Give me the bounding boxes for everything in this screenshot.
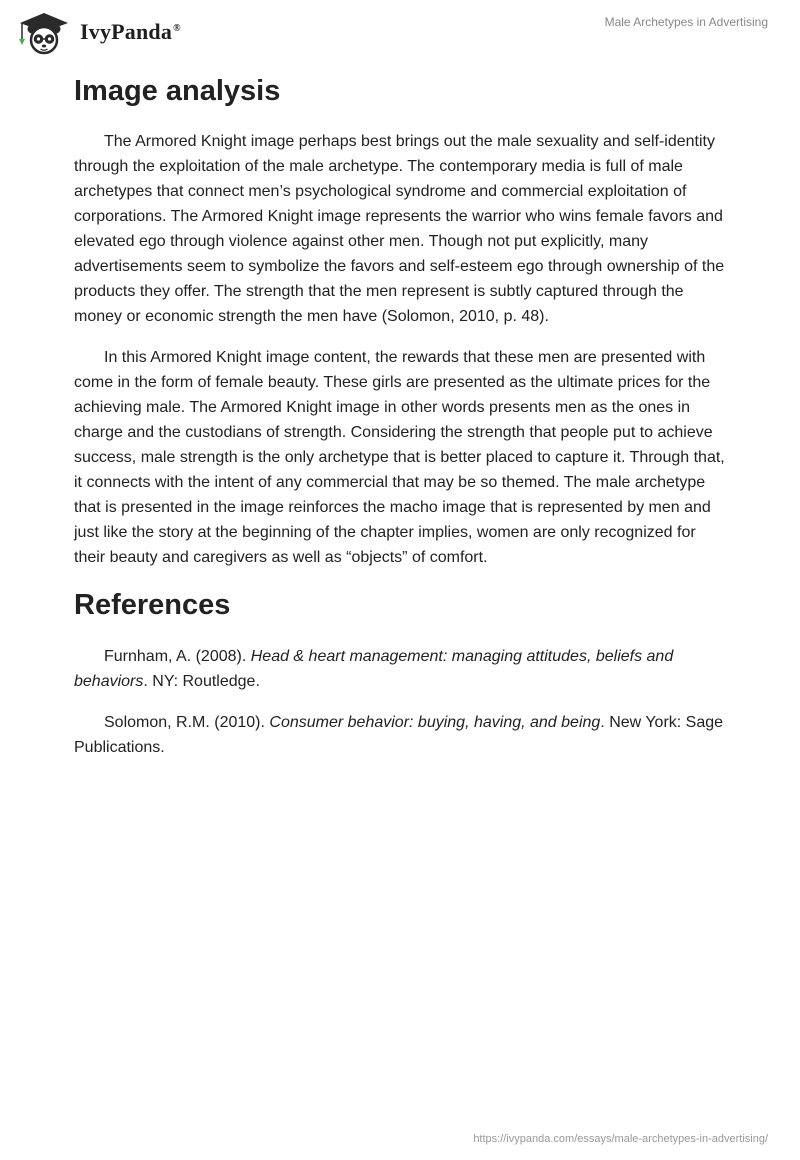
reference-title: Head & heart management: managing attitudes, beliefs and behaviors: [74, 648, 674, 690]
brand-text: IvyPanda: [80, 19, 173, 44]
source-url[interactable]: https://ivypanda.com/essays/male-archetypes-in-advertising/: [473, 1133, 768, 1145]
registered-mark: ®: [173, 22, 181, 34]
reference-author: Furnham, A. (2008).: [104, 648, 251, 665]
reference-item: [74, 710, 726, 760]
reference-title: Consumer behavior: buying, having, and being: [269, 714, 601, 731]
brand-name: [80, 19, 181, 45]
analysis-paragraph-2: In this Armored Knight image content, the rewards that these men are presented with come in the form of female beauty. These girls are presented as the ultimate prices for the achieving male. The Armored Knight image in other words presents men as the ones in charge and the custodians of strength. Considering the strength that people put to achieve success, male strength is the only archetype that is better placed to capture it. Through that, it connects with the intent of any commercial that may be so themed. The male archetype that is presented in the image reinforces the macho image that is represented by men and just like the story at the beginning of the chapter implies, women are only recognized for their beauty and caregivers as well as “objects” of comfort.: [74, 349, 725, 566]
reference-publisher: . New York: Sage Publications.: [74, 714, 724, 756]
page-header: [0, 0, 800, 64]
reference-publisher: . NY: Routledge.: [143, 673, 260, 690]
reference-item: [74, 644, 726, 694]
reference-author: Solomon, R.M. (2010).: [104, 714, 270, 731]
panda-mascot-icon: [14, 9, 74, 55]
analysis-paragraph-1: The Armored Knight image perhaps best brings out the male sexuality and self-identity through the exploitation of the male archetype. The contemporary media is full of male archetypes that connect men’s psychological syndrome and commercial exploitation of corporations. The Armored Knight image represents the warrior who wins female favors and elevated ego through violence against other men. Though not put explicitly, many advertisements seem to symbolize the favors and self-esteem ego through ownership of the products they offer. The strength that the men represent is subtly captured through the money or economic strength the men have (Solomon, 2010, p. 48).: [74, 133, 725, 325]
running-title: Male Archetypes in Advertising: [604, 15, 768, 29]
brand-logo[interactable]: [14, 9, 181, 55]
document-body: [74, 70, 726, 760]
section-heading-analysis: Image analysis: [74, 75, 281, 107]
section-heading-references: References: [74, 589, 231, 621]
